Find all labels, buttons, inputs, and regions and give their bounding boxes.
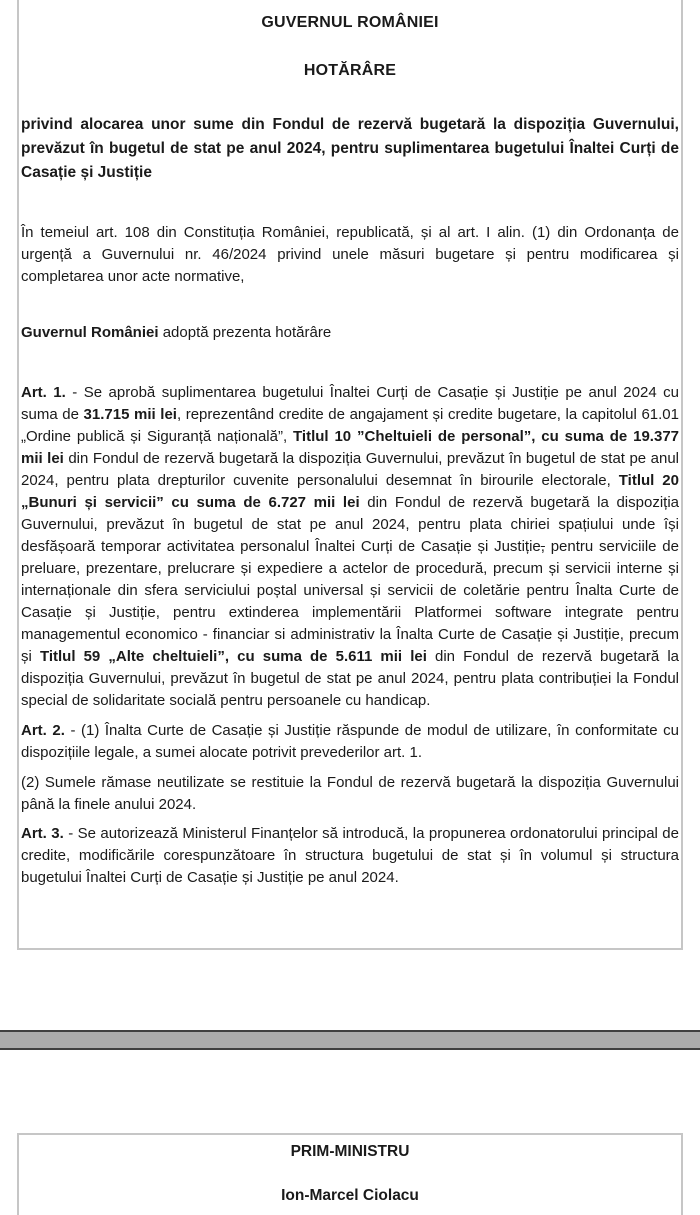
article-1: Art. 1. - Se aprobă suplimentarea bugetului Înaltei Curți de Casație și Justiție pe anul 2024 cu suma de 31.715 mii lei, reprezentând credite de angajament și credite bugetare, la capitolul 61.01 „Ordine publică și Siguranță națională”, Titlul 10 ”Cheltuieli de personal”, cu suma de 19.377 mii lei din Fondul de rezervă bugetară la dispoziția Guvernului, prevăzut în bugetul de stat pe anul 2024, pentru plata drepturilor cuvenite personalului desemnat în birourile electorale, Titlul 20 „Bunuri și servicii” cu suma de 6.727 mii lei din Fondul de rezervă bugetară la dispoziția Guvernului, prevăzut în bugetul de stat pe anul 2024, pentru plata chiriei spațiului unde își desfășoară temporar activitatea personalul Înaltei Curți de Casație și Justiție, pentru serviciile de preluare, prezentare, prelucrare și expediere a actelor de procedură, precum și servicii interne și internaționale din sfera serviciului poștal universal și servicii de coletărie pentru Înalta Curte de Casație și Justiție, pentru extinderea implementării Platformei software integrate pentru managementul economico - financiar si administrativ la Înalta Curte de Casație și Justiție, precum și Titlul 59 „Alte cheltuieli”, cu suma de 5.611 mii lei din Fondul de rezervă bugetară la dispoziția Guvernului, prevăzut în bugetul de stat pe anul 2024, pentru plata contribuției la Fondul special de solidaritate socială pentru persoanele cu handicap. <box>21 384 679 709</box>
document-body-panel <box>17 0 683 950</box>
article-2-paragraph-2: (2) Sumele rămase neutilizate se restituie la Fondul de rezervă bugetară la dispoziția Guvernului până la finele anului 2024. <box>21 774 679 813</box>
doc-type-heading: HOTĂRÂRE <box>303 62 397 79</box>
section-separator-bar <box>0 1030 700 1050</box>
signatory-name: Ion-Marcel Ciolacu <box>281 1187 419 1204</box>
enactment-line: Guvernul României adoptă prezenta hotărâre <box>21 324 332 341</box>
subject-paragraph: privind alocarea unor sume din Fondul de rezervă bugetară la dispoziția Guvernului, prevăzut în bugetul de stat pe anul 2024, pentru suplimentarea bugetului Înaltei Curți de Casație și Justiție <box>21 116 679 181</box>
signatory-role: PRIM-MINISTRU <box>290 1143 410 1160</box>
article-3: Art. 3. - Se autorizează Ministerul Finanțelor să introducă, la propunerea ordonatorului principal de credite, modificările corespunzătoare în structura bugetului de stat și în volumul și structura bugetului Înaltei Curți de Casație și Justiție pe anul 2024. <box>21 825 679 886</box>
article-2-paragraph-1: Art. 2. - (1) Înalta Curte de Casație și Justiție răspunde de modul de utilizare, în conformitate cu dispozițiile legale, a sumei alocate potrivit prevederilor art. 1. <box>21 722 679 761</box>
institution-heading: GUVERNUL ROMÂNIEI <box>261 14 439 31</box>
signature-panel <box>17 1133 683 1215</box>
preamble-paragraph: În temeiul art. 108 din Constituția României, republicată, și al art. I alin. (1) din Ordonanța de urgență a Guvernului nr. 46/2024 privind unele măsuri bugetare și pentru modificarea și completarea unor acte normative, <box>21 224 679 285</box>
